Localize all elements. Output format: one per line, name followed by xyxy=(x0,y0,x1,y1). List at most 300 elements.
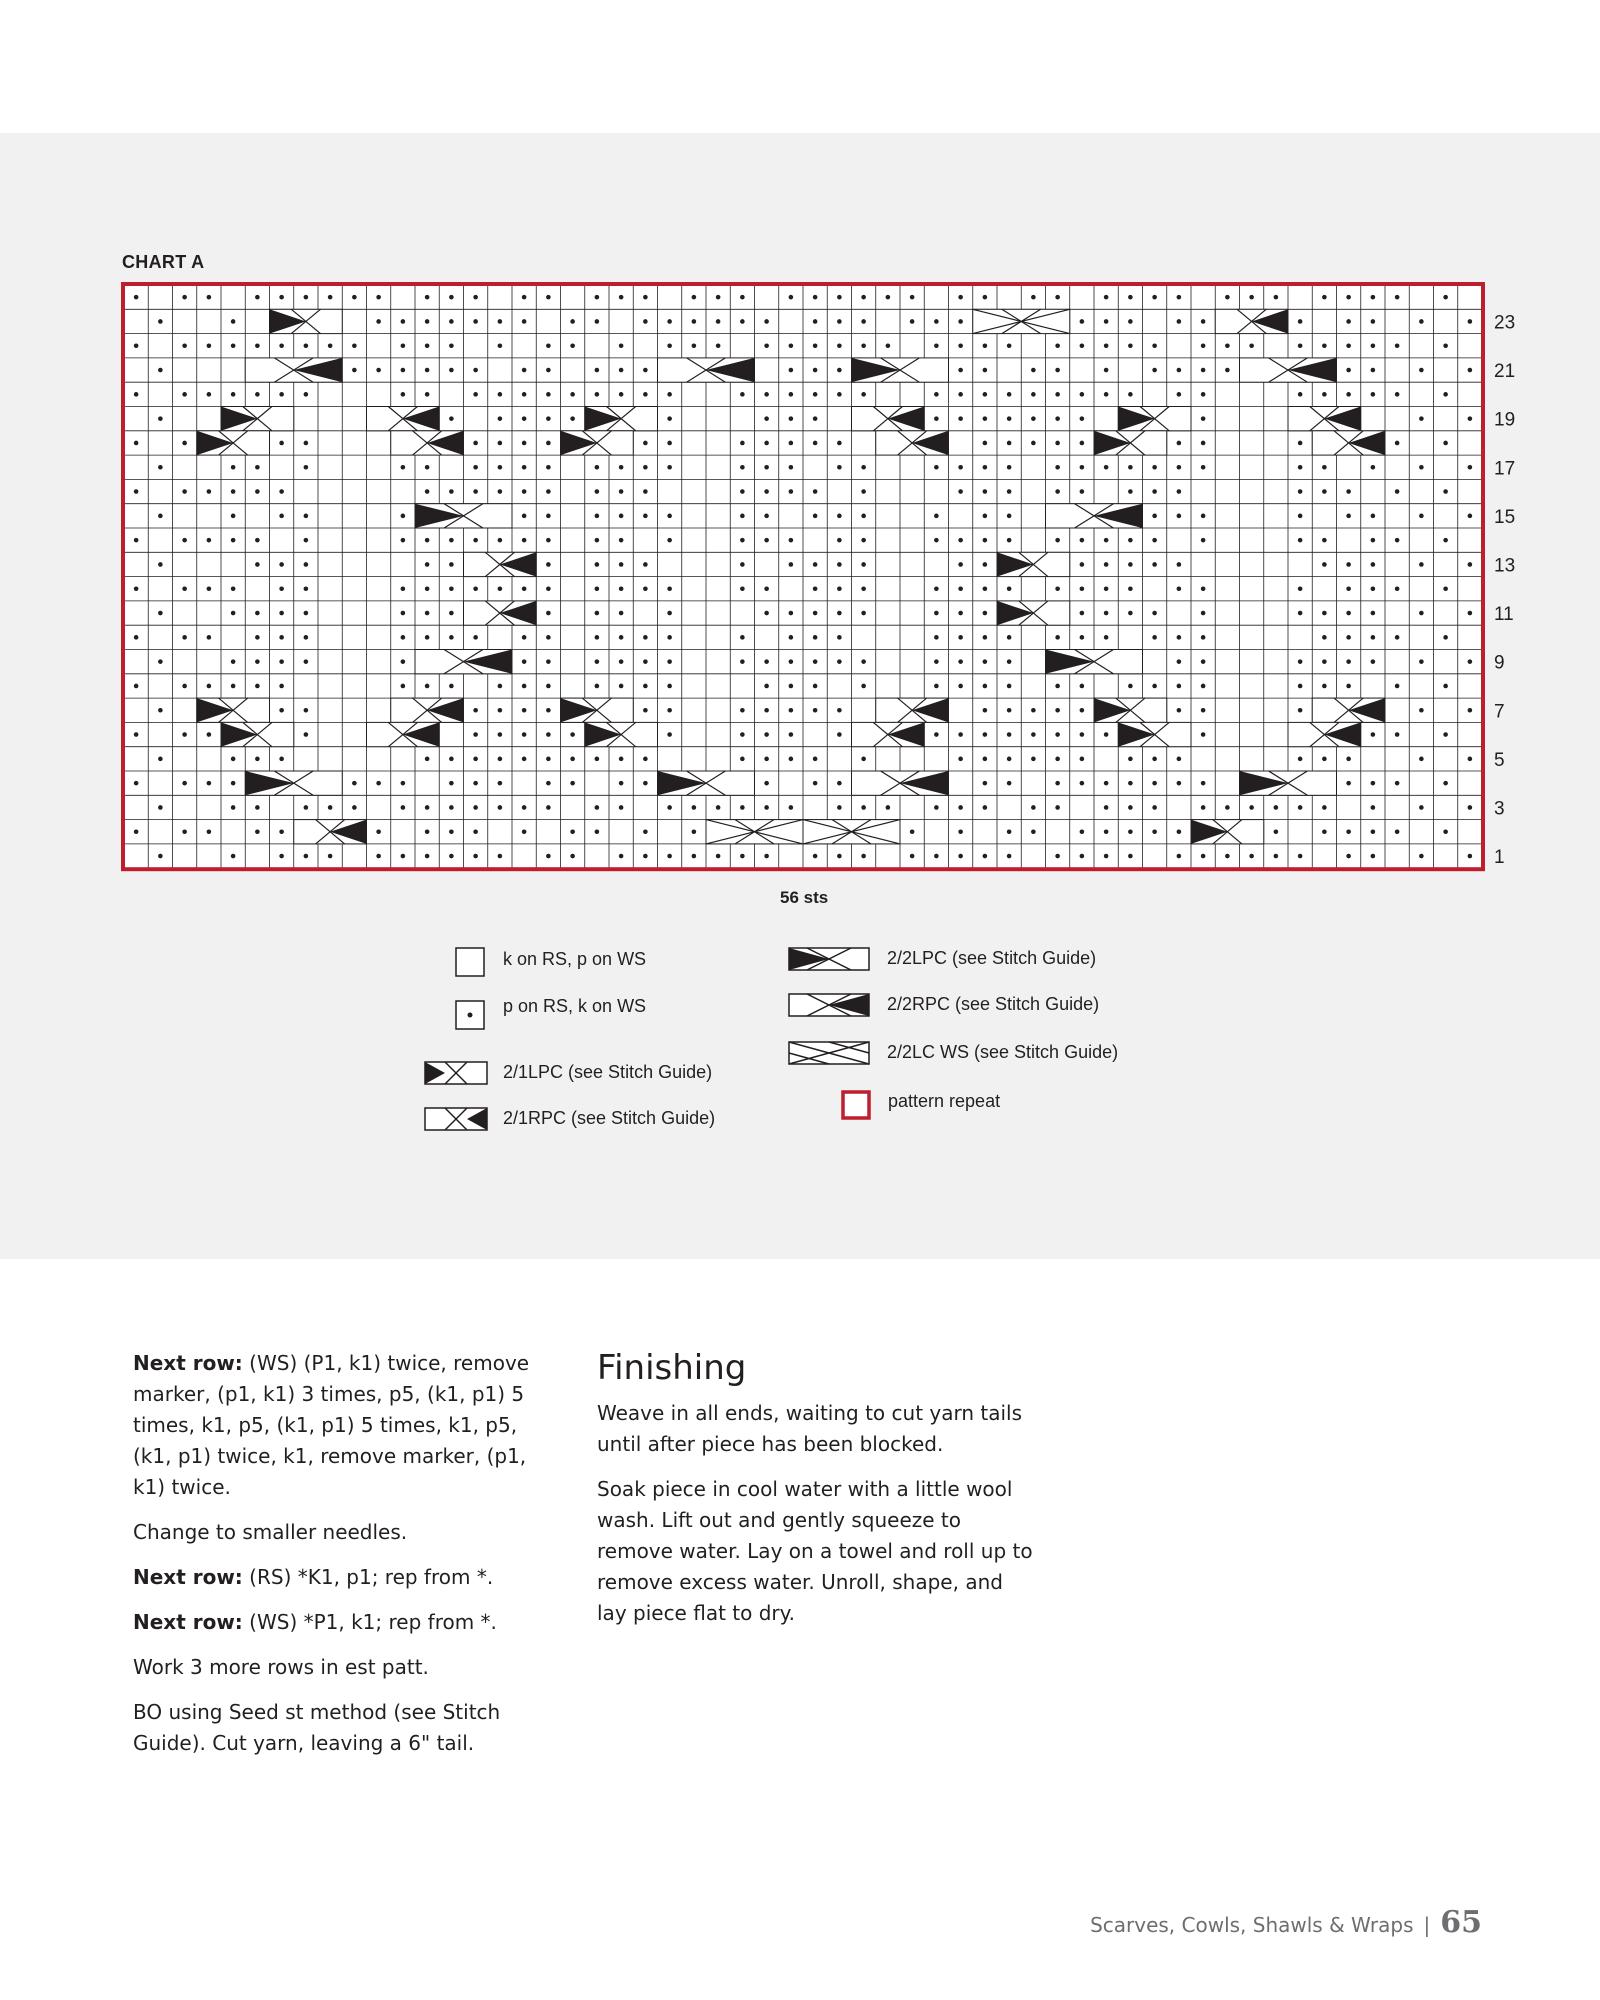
purl-dot xyxy=(1007,343,1012,348)
purl-dot xyxy=(667,635,672,640)
purl-dot xyxy=(983,611,988,616)
instruction-paragraph xyxy=(133,1562,553,1593)
purl-dot xyxy=(1080,781,1085,786)
purl-dot xyxy=(983,635,988,640)
purl-dot xyxy=(279,489,284,494)
purl-dot xyxy=(1007,757,1012,762)
purl-dot xyxy=(1201,659,1206,664)
purl-dot xyxy=(231,392,236,397)
purl-dot xyxy=(1177,368,1182,373)
purl-dot xyxy=(837,562,842,567)
purl-dot xyxy=(764,465,769,470)
purl-dot xyxy=(1419,416,1424,421)
purl-dot xyxy=(1104,538,1109,543)
purl-dot xyxy=(1152,465,1157,470)
purl-dot xyxy=(619,586,624,591)
purl-dot xyxy=(1443,392,1448,397)
cable-2-1-rpc-icon xyxy=(423,1106,489,1132)
purl-dot xyxy=(207,295,212,300)
purl-dot xyxy=(1346,489,1351,494)
purl-dot xyxy=(789,538,794,543)
purl-dot xyxy=(546,416,551,421)
purl-dot xyxy=(546,295,551,300)
purl-dot xyxy=(667,586,672,591)
purl-dot xyxy=(764,805,769,810)
purl-dot xyxy=(1395,829,1400,834)
purl-dot xyxy=(1371,465,1376,470)
row-number-label: 5 xyxy=(1494,749,1505,771)
purl-dot xyxy=(473,295,478,300)
purl-dot xyxy=(449,319,454,324)
purl-dot xyxy=(1104,805,1109,810)
purl-dot xyxy=(304,562,309,567)
purl-dot xyxy=(449,416,454,421)
legend-label: 2/1LPC (see Stitch Guide) xyxy=(503,1062,713,1082)
purl-dot xyxy=(1298,319,1303,324)
purl-dot xyxy=(595,659,600,664)
purl-dot xyxy=(983,295,988,300)
purl-dot xyxy=(983,343,988,348)
instructions-column xyxy=(133,1348,553,1773)
purl-dot xyxy=(158,319,163,324)
purl-dot xyxy=(958,295,963,300)
purl-dot xyxy=(1177,757,1182,762)
cable-cross xyxy=(1191,820,1264,844)
purl-dot xyxy=(958,659,963,664)
purl-dot xyxy=(231,586,236,591)
cable-cross xyxy=(852,771,949,795)
purl-dot xyxy=(764,514,769,519)
purl-dot xyxy=(498,781,503,786)
purl-dot xyxy=(1249,854,1254,859)
purl-dot xyxy=(231,684,236,689)
purl-dot xyxy=(425,586,430,591)
purl-dot xyxy=(425,635,430,640)
purl-dot xyxy=(740,489,745,494)
purl-dot xyxy=(1395,635,1400,640)
purl-dot xyxy=(1007,732,1012,737)
purl-dot xyxy=(1201,854,1206,859)
purl-dot xyxy=(1419,854,1424,859)
purl-dot xyxy=(1298,854,1303,859)
purl-dot xyxy=(595,538,600,543)
purl-dot xyxy=(740,586,745,591)
purl-dot xyxy=(1177,586,1182,591)
purl-dot xyxy=(1128,586,1133,591)
purl-dot xyxy=(546,611,551,616)
purl-dot xyxy=(1371,514,1376,519)
purl-dot xyxy=(449,586,454,591)
purl-dot xyxy=(304,538,309,543)
purl-dot xyxy=(1128,805,1133,810)
row-number-label: 21 xyxy=(1494,361,1516,383)
purl-dot xyxy=(1177,684,1182,689)
purl-dot xyxy=(595,635,600,640)
purl-dot xyxy=(958,684,963,689)
purl-dot xyxy=(740,319,745,324)
purl-dot xyxy=(158,805,163,810)
cable-cross xyxy=(1046,650,1143,674)
purl-dot xyxy=(449,781,454,786)
purl-dot xyxy=(207,684,212,689)
purl-dot xyxy=(1322,611,1327,616)
purl-dot xyxy=(1128,854,1133,859)
purl-dot xyxy=(983,465,988,470)
purl-dot xyxy=(449,829,454,834)
purl-dot xyxy=(1152,611,1157,616)
purl-dot xyxy=(643,368,648,373)
instruction-paragraph xyxy=(133,1348,553,1503)
purl-dot xyxy=(182,829,187,834)
purl-dot xyxy=(619,392,624,397)
purl-dot xyxy=(934,514,939,519)
purl-dot xyxy=(304,441,309,446)
purl-dot xyxy=(1395,441,1400,446)
purl-dot xyxy=(1443,732,1448,737)
purl-dot xyxy=(1371,538,1376,543)
purl-dot xyxy=(498,708,503,713)
purl-dot xyxy=(958,319,963,324)
purl-dot xyxy=(1007,781,1012,786)
cable-cross xyxy=(706,820,803,844)
cable-cross xyxy=(221,722,294,746)
cable-cross xyxy=(391,431,464,455)
purl-dot xyxy=(1395,295,1400,300)
purl-dot xyxy=(1346,319,1351,324)
purl-dot xyxy=(1104,829,1109,834)
purl-dot xyxy=(1371,732,1376,737)
purl-dot xyxy=(352,295,357,300)
purl-dot xyxy=(1007,635,1012,640)
purl-dot xyxy=(449,295,454,300)
purl-dot xyxy=(1346,586,1351,591)
purl-dot xyxy=(1468,757,1473,762)
purl-dot xyxy=(401,465,406,470)
purl-dot xyxy=(837,611,842,616)
purl-dot xyxy=(1104,854,1109,859)
cable-cross xyxy=(367,407,440,431)
row-number-label: 15 xyxy=(1494,506,1516,528)
purl-dot xyxy=(182,684,187,689)
purl-dot xyxy=(182,343,187,348)
purl-dot xyxy=(861,586,866,591)
purl-dot xyxy=(861,562,866,567)
purl-dot xyxy=(1177,635,1182,640)
purl-dot xyxy=(1298,465,1303,470)
purl-dot xyxy=(1031,805,1036,810)
row-label: Next row: xyxy=(133,1610,243,1634)
purl-dot xyxy=(255,392,260,397)
purl-dot xyxy=(473,805,478,810)
cable-cross xyxy=(294,820,367,844)
purl-dot xyxy=(134,489,139,494)
row-label: Next row: xyxy=(133,1351,243,1375)
purl-dot xyxy=(473,732,478,737)
purl-dot xyxy=(667,465,672,470)
purl-dot xyxy=(740,732,745,737)
purl-dot xyxy=(401,684,406,689)
purl-dot xyxy=(716,295,721,300)
purl-dot xyxy=(740,514,745,519)
purl-dot xyxy=(425,295,430,300)
finishing-paragraph: Soak piece in cool water with a little wool wash. Lift out and gently squeeze to remove water. Lay on a towel and roll up to remove excess water. Unroll, shape, and lay piece flat to dry. xyxy=(597,1477,1033,1625)
purl-dot xyxy=(1152,684,1157,689)
purl-dot xyxy=(1104,295,1109,300)
purl-dot xyxy=(1080,562,1085,567)
cable-cross xyxy=(997,552,1070,576)
purl-dot xyxy=(813,684,818,689)
purl-dot xyxy=(1080,392,1085,397)
cable-cross xyxy=(197,698,270,722)
purl-dot xyxy=(134,586,139,591)
stitch-count-label: 56 sts xyxy=(780,888,829,907)
cable-cross xyxy=(852,407,925,431)
purl-dot xyxy=(1274,829,1279,834)
cable-cross xyxy=(245,358,342,382)
purl-dot xyxy=(1055,538,1060,543)
purl-dot xyxy=(546,635,551,640)
purl-dot xyxy=(1080,708,1085,713)
purl-dot xyxy=(1055,392,1060,397)
purl-dot xyxy=(983,684,988,689)
purl-dot xyxy=(837,659,842,664)
purl-dot xyxy=(1322,829,1327,834)
purl-dot xyxy=(449,611,454,616)
purl-dot xyxy=(1298,659,1303,664)
purl-dot xyxy=(401,805,406,810)
cable-cross xyxy=(852,722,925,746)
purl-dot xyxy=(958,635,963,640)
purl-dot xyxy=(1274,295,1279,300)
purl-dot xyxy=(983,586,988,591)
purl-dot xyxy=(789,465,794,470)
purl-dot xyxy=(158,757,163,762)
purl-dot xyxy=(522,708,527,713)
purl-dot xyxy=(813,659,818,664)
purl-dot xyxy=(1443,781,1448,786)
purl-dot xyxy=(667,416,672,421)
purl-dot xyxy=(1225,805,1230,810)
purl-dot xyxy=(1152,562,1157,567)
purl-dot xyxy=(522,635,527,640)
purl-dot xyxy=(1298,805,1303,810)
purl-dot xyxy=(401,635,406,640)
purl-dot xyxy=(1443,538,1448,543)
purl-dot xyxy=(667,708,672,713)
cable-cross xyxy=(464,601,537,625)
purl-dot xyxy=(958,805,963,810)
purl-dot xyxy=(1201,708,1206,713)
purl-dot xyxy=(1177,659,1182,664)
purl-dot xyxy=(231,489,236,494)
purl-dot xyxy=(740,562,745,567)
purl-dot xyxy=(958,416,963,421)
purl-dot xyxy=(643,708,648,713)
purl-dot xyxy=(449,562,454,567)
cable-cross xyxy=(270,309,343,333)
purl-dot xyxy=(1371,319,1376,324)
purl-dot xyxy=(1419,319,1424,324)
purl-dot xyxy=(1055,295,1060,300)
purl-dot xyxy=(958,611,963,616)
purl-dot xyxy=(1080,319,1085,324)
purl-dot xyxy=(740,854,745,859)
purl-dot xyxy=(473,781,478,786)
purl-dot xyxy=(934,586,939,591)
purl-dot xyxy=(837,392,842,397)
legend-label: pattern repeat xyxy=(888,1091,1001,1111)
purl-dot xyxy=(813,295,818,300)
purl-dot xyxy=(231,611,236,616)
purl-dot xyxy=(1201,392,1206,397)
purl-dot xyxy=(595,319,600,324)
purl-dot xyxy=(182,732,187,737)
purl-dot xyxy=(1346,635,1351,640)
row-number-label: 9 xyxy=(1494,652,1505,674)
purl-dot xyxy=(1371,659,1376,664)
purl-dot xyxy=(934,319,939,324)
purl-dot xyxy=(813,343,818,348)
purl-dot xyxy=(231,538,236,543)
purl-dot xyxy=(1128,781,1133,786)
purl-dot xyxy=(1152,781,1157,786)
purl-dot xyxy=(304,635,309,640)
purl-dot xyxy=(158,659,163,664)
purl-dot xyxy=(1080,586,1085,591)
purl-dot xyxy=(837,368,842,373)
purl-dot xyxy=(1298,343,1303,348)
purl-dot xyxy=(473,854,478,859)
purl-dot xyxy=(231,343,236,348)
purl-dot xyxy=(1201,635,1206,640)
purl-dot xyxy=(1346,684,1351,689)
purl-dot xyxy=(983,368,988,373)
purl-dot xyxy=(837,854,842,859)
purl-dot xyxy=(304,659,309,664)
purl-dot xyxy=(1322,489,1327,494)
purl-dot xyxy=(401,659,406,664)
purl-dot xyxy=(134,538,139,543)
purl-dot xyxy=(789,368,794,373)
purl-dot xyxy=(1201,343,1206,348)
purl-dot xyxy=(1128,489,1133,494)
purl-dot xyxy=(1419,465,1424,470)
purl-dot xyxy=(279,343,284,348)
purl-dot xyxy=(1346,781,1351,786)
purl-dot xyxy=(182,635,187,640)
purl-dot xyxy=(1298,538,1303,543)
purl-dot xyxy=(861,295,866,300)
purl-dot xyxy=(158,708,163,713)
purl-dot xyxy=(764,684,769,689)
purl-dot xyxy=(764,659,769,664)
purl-dot xyxy=(595,611,600,616)
cable-cross xyxy=(391,698,464,722)
cable-cross xyxy=(561,698,634,722)
purl-dot xyxy=(813,611,818,616)
purl-dot xyxy=(498,343,503,348)
purl-dot xyxy=(1274,805,1279,810)
purl-dot xyxy=(1080,489,1085,494)
purl-dot xyxy=(1298,489,1303,494)
purl-dot xyxy=(522,489,527,494)
purl-dot xyxy=(1104,635,1109,640)
purl-dot xyxy=(789,635,794,640)
purl-dot xyxy=(1443,684,1448,689)
purl-dot xyxy=(1152,514,1157,519)
purl-dot xyxy=(813,368,818,373)
purl-dot xyxy=(1346,295,1351,300)
purl-dot xyxy=(837,514,842,519)
purl-dot xyxy=(1055,781,1060,786)
purl-dot xyxy=(255,829,260,834)
purl-dot xyxy=(837,343,842,348)
purl-dot xyxy=(764,416,769,421)
purl-dot xyxy=(740,392,745,397)
purl-dot xyxy=(522,805,527,810)
purl-dot xyxy=(983,805,988,810)
purl-dot xyxy=(522,319,527,324)
purl-dot xyxy=(1128,684,1133,689)
purl-dot xyxy=(861,538,866,543)
purl-dot xyxy=(740,441,745,446)
purl-dot xyxy=(182,538,187,543)
row-numbers xyxy=(1494,312,1515,868)
purl-dot xyxy=(546,368,551,373)
purl-dot xyxy=(789,489,794,494)
purl-dot xyxy=(376,368,381,373)
purl-dot xyxy=(934,611,939,616)
purl-dot xyxy=(570,319,575,324)
purl-dot xyxy=(1225,343,1230,348)
purl-dot xyxy=(861,805,866,810)
purl-dot xyxy=(182,441,187,446)
purl-dot xyxy=(546,781,551,786)
purl-dot xyxy=(837,465,842,470)
purl-dot xyxy=(1177,319,1182,324)
purl-dot xyxy=(449,538,454,543)
purl-dot xyxy=(1080,538,1085,543)
purl-dot xyxy=(1201,586,1206,591)
purl-dot xyxy=(934,465,939,470)
purl-dot xyxy=(1152,489,1157,494)
purl-dot xyxy=(1128,392,1133,397)
purl-dot xyxy=(595,368,600,373)
purl-dot xyxy=(449,489,454,494)
purl-dot xyxy=(595,514,600,519)
purl-dot xyxy=(425,829,430,834)
purl-dot xyxy=(304,854,309,859)
purl-dot xyxy=(1371,562,1376,567)
purl-dot xyxy=(813,757,818,762)
purl-dot xyxy=(740,465,745,470)
cable-cross xyxy=(1312,698,1385,722)
purl-dot xyxy=(934,805,939,810)
purl-dot xyxy=(182,586,187,591)
purl-dot xyxy=(861,514,866,519)
cable-2-2-lc-ws-icon xyxy=(787,1040,871,1066)
purl-dot xyxy=(279,295,284,300)
purl-dot xyxy=(1468,514,1473,519)
cable-cross xyxy=(803,820,900,844)
purl-dot xyxy=(304,514,309,519)
purl-dot xyxy=(134,441,139,446)
purl-dot xyxy=(643,757,648,762)
purl-dot xyxy=(352,805,357,810)
purl-dot xyxy=(1007,586,1012,591)
purl-dot xyxy=(425,368,430,373)
purl-dot xyxy=(1346,757,1351,762)
